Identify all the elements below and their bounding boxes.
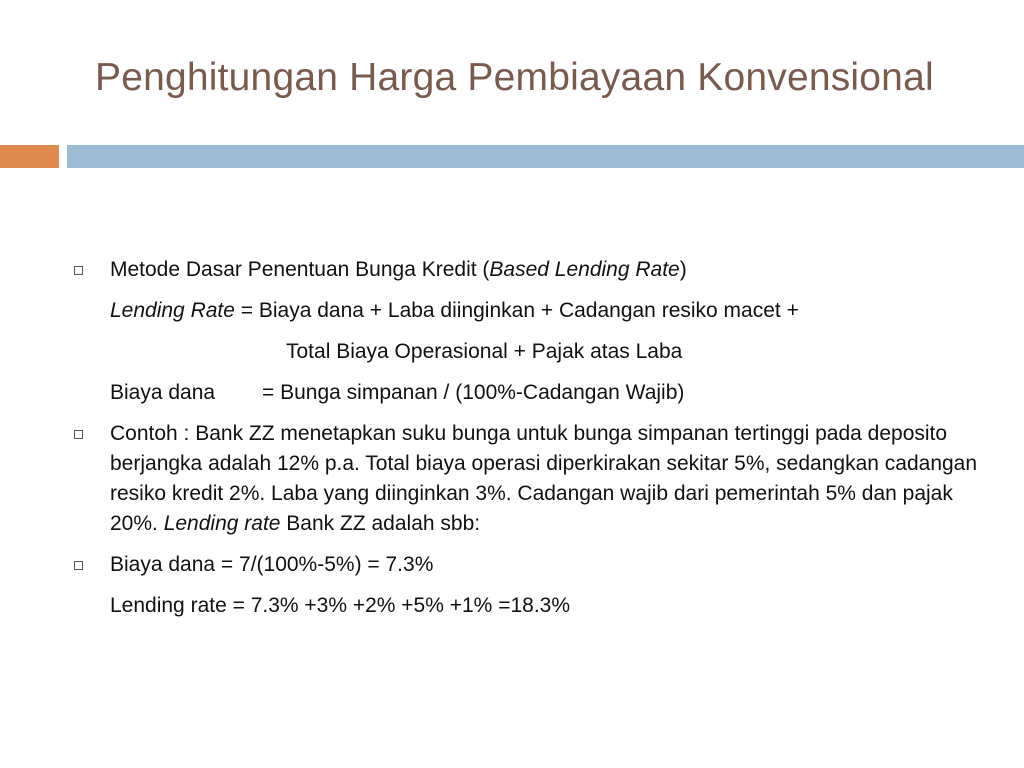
method-text: Metode Dasar Penentuan Bunga Kredit (	[110, 258, 490, 281]
bullet-item-example	[70, 419, 980, 539]
square-bullet-icon	[74, 430, 83, 439]
biaya-dana-formula	[70, 378, 980, 408]
bullet-item-calculation	[70, 550, 980, 580]
formula-continuation: Total Biaya Operasional + Pajak atas Laba	[286, 340, 683, 363]
example-italic: Lending rate	[163, 512, 281, 535]
calculation-result: Lending rate = 7.3% +3% +2% +5% +1% =18.3%	[110, 594, 571, 617]
square-bullet-icon	[74, 266, 83, 275]
calculation-text: Biaya dana = 7/(100%-5%) = 7.3%	[110, 553, 434, 576]
slide-title: Penghitungan Harga Pembiayaan Konvensional	[95, 56, 934, 99]
bullet-item-method	[70, 255, 980, 285]
biaya-dana-equation: = Bunga simpanan / (100%-Cadangan Wajib)	[262, 381, 685, 404]
lending-rate-label: Lending Rate	[110, 299, 235, 322]
method-italic: Based Lending Rate	[489, 258, 680, 281]
lending-rate-equation: = Biaya dana + Laba diinginkan + Cadangan resiko macet +	[234, 299, 799, 322]
biaya-dana-label: Biaya dana	[110, 381, 216, 404]
example-tail: Bank ZZ adalah sbb:	[280, 512, 481, 535]
example-text: Contoh : Bank ZZ menetapkan suku bunga untuk bunga simpanan tertinggi pada deposito berjangka adalah 12% p.a. Total biaya operasi diperkirakan sekitar 5%, sedangkan cadangan resiko kredit 2%. Laba yang diinginkan 3%. Cadangan wajib dari pemerintah 5% dan pajak 20%.	[110, 422, 978, 535]
accent-bar-blue	[67, 145, 1024, 168]
slide-content	[70, 255, 980, 621]
lending-rate-formula	[70, 296, 980, 326]
method-close: )	[679, 258, 687, 281]
accent-bar-orange	[0, 145, 59, 168]
square-bullet-icon	[74, 561, 83, 570]
